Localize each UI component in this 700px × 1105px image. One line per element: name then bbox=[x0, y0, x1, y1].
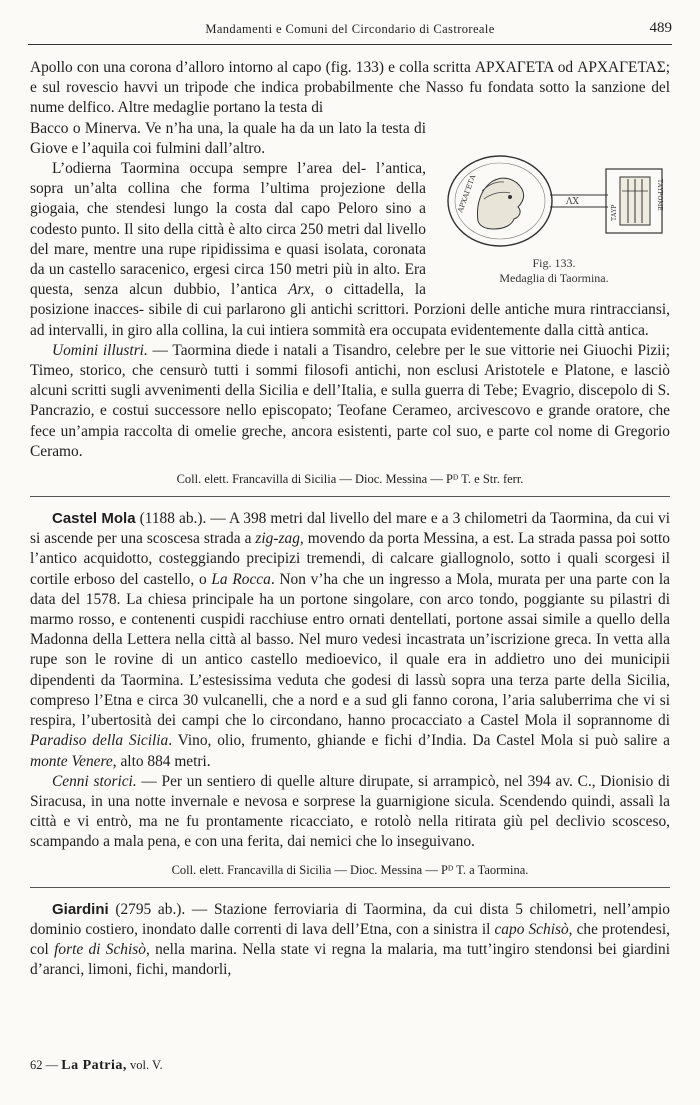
signature-number: 62 — bbox=[30, 1058, 62, 1072]
figure-caption-text: Medaglia di Taormina. bbox=[499, 270, 609, 285]
divider bbox=[30, 887, 670, 888]
entry-heading: Castel Mola bbox=[52, 510, 136, 528]
paragraph-text: — Per un sentiero di quelle alture dirupate, si arrampicò, nel 394 av. C., Dionisio di Siracusa, in una notte invernale e nevosa e sorprese la guarnigione sicula. Scendendo quindi, assalì la città e vi entrò, ma ne fu prontamente ricacciato, e rotolò nella ritirata giù pel declivio scosceso, scampando a mala pena, e con una ferita, dai nemici che lo inseguivano. bbox=[30, 772, 671, 851]
paragraph-text: . Vino, olio, frumento, ghiande e fichi d’India. Da Castel Mola si può salire a bbox=[168, 732, 670, 750]
paragraph-text: . Non v’ha che un ingresso a Mola, murata per una parte con la data del 1578. La chiesa principale ha un portone singolare, con arco tondo, poggiante su pilastri di marmo rosso, e contenenti cuspidi racchiuse entro ornati dentellati, portone assai simile a quello della Madonna della Lettera nella città al basso. Nel muro vedesi incastrata un’iscrizione greca. In vetta alla rupe son le rovine di un antico castello medioevico, il quale era in addietro uno dei municipii dipendenti da Taormina. L’estesissima veduta che godesi di lassù sopra una terza parte della Sicilia, compreso l’Etna e circa 30 vulcanelli, che a nord e a sud gli fanno corona, l’aria saluberrima che vi si respira, l’ubertosità dei campi che lo circondano, hanno procacciato a Castel Mola il soprannome di bbox=[30, 570, 670, 730]
page-body bbox=[30, 58, 670, 980]
population: (1188 ab.). bbox=[135, 510, 207, 528]
paragraph-text: — Taormina diede i natali a Tisandro, celebre per le sue vittorie nei Giuochi Pizii; Timeo, storico, che censurò tutti i sommi filosofi antichi, non esclusi Aristotele e Platone, e lasciò alcuni scritti sugli avvenimenti della Sicilia e dell’Italia, e sulla guerra di Tebe; Evagrio, discepolo di S. Pancrazio, e costui successore nello episcopato; Teofane Cerameo, arcivescovo e grande oratore, che fece un’ampia raccolta di omelie greche, ancora esistenti, parte col suo, e parte col nome di Gregorio Ceramo. bbox=[30, 341, 671, 460]
paragraph-giardini bbox=[30, 900, 670, 981]
paragraph-text: , movendo da porta Messina, a est. La strada passa poi sotto l’antico acquidotto, costeggiando precipizi tremendi, di calcare giallognolo, sotto i quali scorgesi il cortile erboso del castello, o bbox=[30, 530, 670, 588]
text-line: Bacco o Minerva. Ve n’ha una, la quale ha da un bbox=[30, 119, 335, 137]
italic-term: Paradiso della Sicilia bbox=[30, 732, 169, 750]
text-line: fu fondata sotto la sanzione del nume delfico. Altre medaglie portano la testa di bbox=[30, 79, 670, 117]
divider bbox=[30, 496, 670, 497]
figure-133 bbox=[438, 151, 670, 286]
paragraph-text: — A 398 metri dal livello del mare e a 3 chilometri da Taormina, da cui vi si ascende per una scoscesa strada a bbox=[30, 510, 670, 548]
volume-label: vol. V. bbox=[126, 1058, 163, 1072]
coin-reverse bbox=[606, 169, 663, 233]
paragraph-text: , che protendesi, col bbox=[30, 920, 670, 958]
population: (2795 ab.). bbox=[108, 900, 186, 918]
text-line: dal capo Peloro sino a codesto punto. Il sito della bbox=[30, 200, 426, 238]
running-header bbox=[28, 18, 672, 45]
text-line: mentre una rupe ripidissima e quasi isolata, coronata bbox=[93, 240, 426, 258]
publication-title: La Patria, bbox=[61, 1058, 127, 1073]
entry-heading: Giardini bbox=[52, 900, 109, 918]
coin-illustration bbox=[438, 151, 670, 251]
coin-inscription-left: ΑΡΧΑΓΕΤΑ bbox=[456, 173, 478, 214]
paragraph-text: , nella marina. Nella state vi regna la malaria, ma tutt’ingiro stendonsi bei giardini d’aranci, limoni, fichi, mandorli, bbox=[30, 940, 670, 979]
paragraph-text: — Stazione ferroviaria di Taormina, da cui dista 5 chilometri, nell’ampio dominio costiero, inondato dalle correnti di lava dell’Etna, con a sinistra il bbox=[30, 900, 670, 938]
text-line: L’odierna Taormina occupa sempre l’area del- bbox=[52, 160, 367, 178]
text-line: città è alto circa 250 metri dal livello del mare, bbox=[30, 220, 427, 258]
page-number: 489 bbox=[649, 20, 672, 36]
text-line: od ΑΡΧΑΓΕΤΑΣ; e sul rovescio havvi un tripode che indica probabilmente che Nasso bbox=[30, 59, 670, 97]
section-label: Uomini illustri. bbox=[52, 341, 148, 359]
text-line: in alto. Era questa, senza alcun dubbio, l’antica bbox=[30, 261, 426, 299]
italic-term: La Rocca bbox=[211, 570, 271, 588]
italic-term: monte Venere bbox=[30, 752, 113, 770]
figure-caption bbox=[438, 256, 670, 286]
text-line: projezione della giogaia, che stendesi lungo la costa bbox=[30, 180, 426, 218]
paragraph-cenni-storici bbox=[30, 772, 670, 853]
running-title: Mandamenti e Comuni del Circondario di Castroreale bbox=[205, 22, 495, 36]
paragraph-castel-mola bbox=[30, 509, 670, 772]
italic-term: forte di Schisò bbox=[54, 940, 146, 958]
text-line: lato la testa di Giove e l’aquila coi fulmini dall’altro. bbox=[30, 119, 426, 157]
text-line: l’antica, sopra un’alta collina che forma l’ultima bbox=[30, 160, 426, 198]
section-label: Cenni storici. bbox=[52, 772, 137, 790]
coin-inscription-right: ΤΑΥΡΟΜΕ bbox=[656, 178, 663, 211]
coin-obverse bbox=[448, 156, 552, 246]
text-line: da un castello saracenico, ergesi circa 150 metri più bbox=[30, 261, 353, 279]
page-footer bbox=[30, 1058, 163, 1074]
italic-term: capo Schisò bbox=[494, 920, 569, 938]
text-line: Apollo con una corona d’alloro intorno al capo (fig. 133) e colla scritta ΑΡΧΑΓΕΤΑ bbox=[30, 59, 554, 76]
collegio-line: Coll. elett. Francavilla di Sicilia — Dioc. Messina — Pᴰ T. e Str. ferr. bbox=[176, 472, 524, 487]
figure-number: Fig. 133. bbox=[532, 255, 576, 270]
paragraph-apollo bbox=[30, 58, 670, 119]
coin-inscription-top: ΤΑΥΡ bbox=[611, 204, 618, 221]
svg-text:ΛΧ: ΛΧ bbox=[566, 196, 579, 207]
paragraph-text: , alto 884 metri. bbox=[112, 752, 211, 770]
text-line: sibile di cui parlarono gli antichi scrittori. Porzioni delle antiche mura rintracciansi, ad intervalli, in giro alla collina, la cui intiera sommità era occupata evidentemente dalla città antica. bbox=[30, 301, 670, 339]
italic-term: Arx bbox=[288, 281, 311, 299]
text-line: , o cittadella, la posizione inacces- bbox=[30, 281, 426, 319]
italic-term: zig-zag bbox=[255, 530, 300, 548]
collegio-line: Coll. elett. Francavilla di Sicilia — Dioc. Messina — Pᴰ T. a Taormina. bbox=[171, 862, 529, 877]
paragraph-uomini-illustri bbox=[30, 341, 670, 462]
